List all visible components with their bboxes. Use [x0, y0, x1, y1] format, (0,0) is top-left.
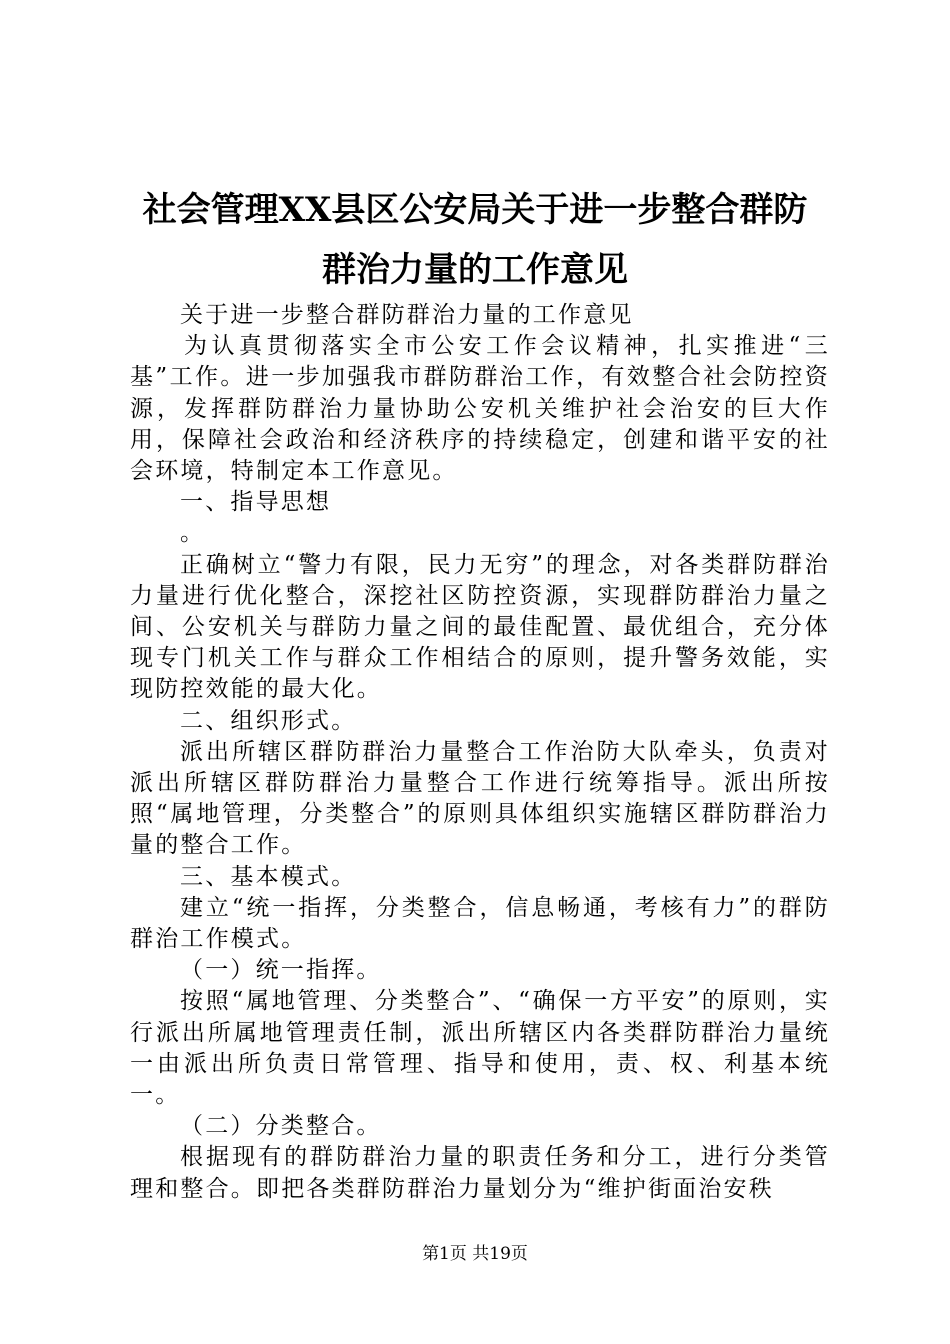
document-body: [130, 300, 830, 1205]
section-heading-basic-mode: 三、基本模式。: [180, 863, 357, 890]
classified-integration-paragraph: 根据现有的群防群治力量的职责任务和分工，进行分类管理和整合。即把各类群防群治力量划分为“维护街面治安秩: [130, 1144, 830, 1202]
stray-period-line: 。: [180, 520, 206, 547]
subsection-heading-unified-command: （一）统一指挥。: [180, 957, 382, 984]
document-title-line-1: 社会管理XX县区公安局关于进一步整合群防: [142, 190, 808, 230]
intro-paragraph: 为认真贯彻落实全市公安工作会议精神，扎实推进“三基”工作。进一步加强我市群防群治工作，有效整合社会防控资源，发挥群防群治力量协助公安机关维护社会治安的巨大作用，保障社会政治和经济秩序的持续稳定，创建和谐平安的社会环境，特制定本工作意见。: [130, 333, 830, 485]
unified-command-paragraph: 按照“属地管理、分类整合”、“确保一方平安”的原则，实行派出所属地管理责任制，派出所辖区内各类群防群治力量统一由派出所负责日常管理、指导和使用，责、权、利基本统一。: [130, 988, 830, 1109]
section-heading-organization: 二、组织形式。: [180, 707, 357, 734]
subtitle-paragraph: 关于进一步整合群防群治力量的工作意见: [180, 302, 634, 328]
section-heading-guiding-thought: 一、指导思想: [180, 489, 332, 516]
subsection-heading-classified-integration: （二）分类整合。: [180, 1113, 382, 1140]
organization-paragraph: 派出所辖区群防群治力量整合工作治防大队牵头，负责对派出所辖区群防群治力量整合工作进行统筹指导。派出所按照“属地管理，分类整合”的原则具体组织实施辖区群防群治力量的整合工作。: [130, 738, 830, 859]
document-title-line-2: 群治力量的工作意见: [322, 250, 628, 290]
page-footer: 第1页 共19页: [422, 1244, 528, 1264]
basic-mode-paragraph: 建立“统一指挥，分类整合，信息畅通，考核有力”的群防群治工作模式。: [130, 894, 830, 953]
guiding-thought-paragraph: 正确树立“警力有限，民力无穷”的理念，对各类群防群治力量进行优化整合，深挖社区防控资源，实现群防群治力量之间、公安机关与群防力量之间的最佳配置、最优组合，充分体现专门机关工作与群众工作相结合的原则，提升警务效能，实现防控效能的最大化。: [130, 551, 830, 703]
